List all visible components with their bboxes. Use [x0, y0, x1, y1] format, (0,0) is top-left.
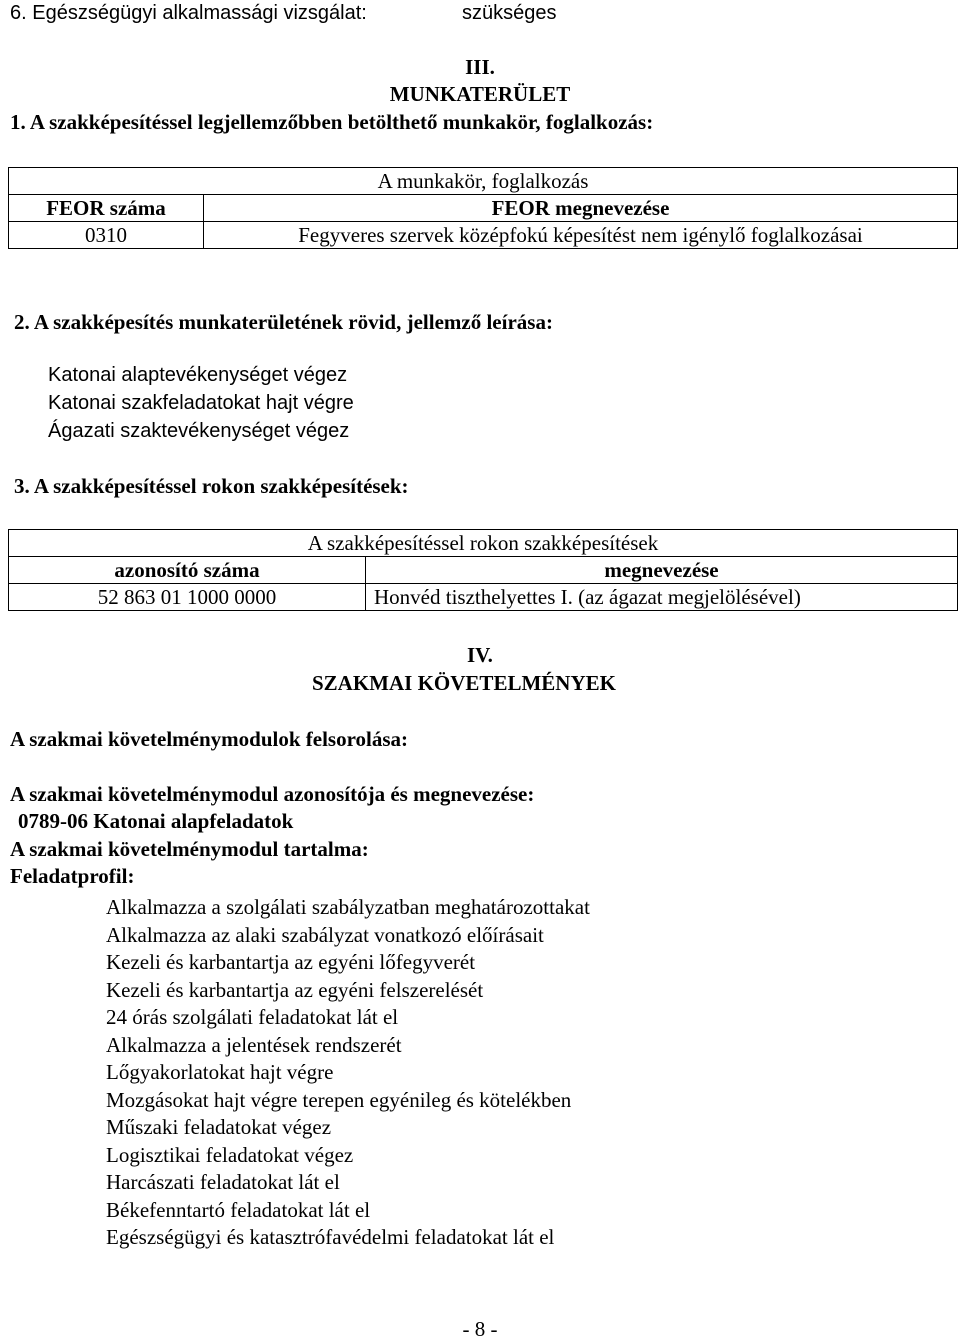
section-3-numeral: III.	[465, 55, 495, 79]
health-check-label: 6. Egészségügyi alkalmassági vizsgálat:	[10, 2, 367, 24]
related-qualifications-table	[8, 529, 958, 611]
task-item: Kezeli és karbantartja az egyéni lőfegyverét	[106, 950, 476, 974]
feor-number-cell: 0310	[9, 222, 204, 249]
task-item: Logisztikai feladatokat végez	[106, 1142, 354, 1167]
modules-heading: A szakmai követelménymodulok felsorolása:	[10, 727, 409, 751]
task-item: Műszaki feladatokat végez	[106, 1115, 332, 1139]
item-1-heading: 1. A szakképesítéssel legjellemzőbben betölthető munkakör, foglalkozás:	[10, 110, 654, 134]
module-content-heading: A szakmai követelménymodul tartalma:	[10, 837, 369, 861]
description-line: Ágazati szaktevékenységet végez	[48, 420, 350, 442]
id-number-header: azonosító száma	[9, 557, 366, 584]
description-line: Katonai alaptevékenységet végez	[48, 364, 348, 386]
task-item: Békefenntartó feladatokat lát el	[106, 1197, 371, 1222]
feor-name-header: FEOR megnevezése	[204, 195, 958, 222]
task-item: Egészségügyi és katasztrófavédelmi feladatokat lát el	[106, 1225, 555, 1249]
task-item: Mozgásokat hajt végre terepen egyénileg és kötelékben	[106, 1087, 572, 1112]
task-item: Harcászati feladatokat lát el	[106, 1170, 340, 1194]
module-id-heading: A szakmai követelménymodul azonosítója és megnevezése:	[10, 782, 535, 806]
feor-number-header: FEOR száma	[9, 195, 204, 222]
task-item: Alkalmazza az alaki szabályzat vonatkozó előírásait	[106, 922, 544, 947]
section-4-numeral: IV.	[467, 643, 493, 667]
qualification-name-header: megnevezése	[366, 557, 958, 584]
task-item: Lőgyakorlatokat hajt végre	[106, 1060, 334, 1084]
section-3-title: MUNKATERÜLET	[389, 82, 571, 106]
occupation-table-caption: A munkakör, foglalkozás	[9, 168, 958, 195]
qualification-name-cell: Honvéd tiszthelyettes I. (az ágazat megjelölésével)	[366, 584, 958, 611]
page-number: - 8 -	[462, 1317, 498, 1341]
item-2-heading: 2. A szakképesítés munkaterületének rövid, jellemző leírása:	[14, 310, 553, 334]
item-3-heading: 3. A szakképesítéssel rokon szakképesítések:	[14, 474, 409, 498]
feor-name-cell: Fegyveres szervek középfokú képesítést nem igénylő foglalkozásai	[204, 222, 958, 249]
related-table-caption: A szakképesítéssel rokon szakképesítések	[9, 530, 958, 557]
task-item: Alkalmazza a szolgálati szabályzatban meghatározottakat	[106, 895, 590, 919]
task-item: Kezeli és karbantartja az egyéni felszerelését	[106, 977, 484, 1002]
occupation-table	[8, 167, 958, 249]
description-line: Katonai szakfeladatokat hajt végre	[48, 392, 354, 414]
task-item: 24 órás szolgálati feladatokat lát el	[106, 1005, 399, 1029]
section-4-title: SZAKMAI KÖVETELMÉNYEK	[312, 671, 616, 695]
health-check-value: szükséges	[462, 2, 557, 24]
module-id-value: 0789-06 Katonai alapfeladatok	[18, 809, 294, 833]
task-profile-heading: Feladatprofil:	[10, 864, 135, 888]
task-item: Alkalmazza a jelentések rendszerét	[106, 1032, 402, 1057]
task-list	[106, 894, 590, 1252]
id-number-cell: 52 863 01 1000 0000	[9, 584, 366, 611]
